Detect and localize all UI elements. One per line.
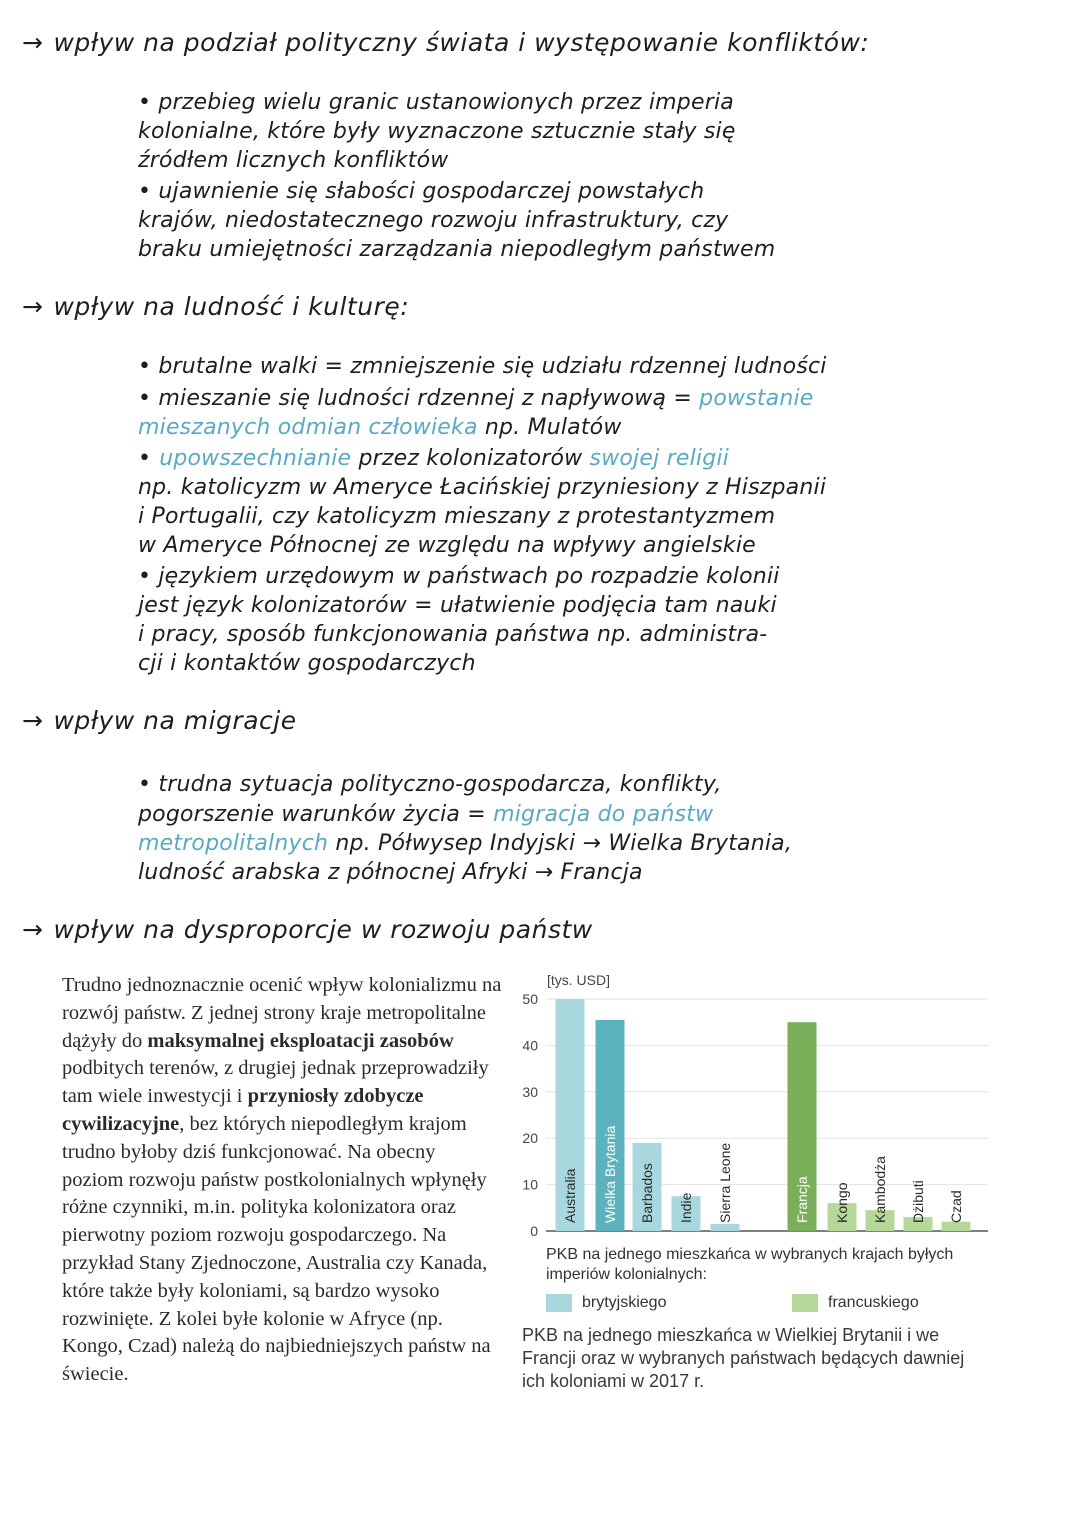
category-label: Indie [678, 1192, 694, 1223]
s3-line: • trudna sytuacja polityczno-gospodarcza, konflikty, [138, 772, 722, 797]
s3-line: pogorszenie warunków życia = migracja do państw [138, 802, 714, 827]
legend-swatch-british [546, 1294, 572, 1312]
category-label: Dżibuti [910, 1180, 926, 1223]
category-label: Wielka Brytania [602, 1125, 618, 1223]
s1-line: krajów, niedostatecznego rozwoju infrastruktury, czy [138, 208, 729, 233]
s1-line: źródłem licznych konfliktów [138, 148, 449, 173]
heading-disproportion: → wpływ na dysproporcje w rozwoju państw [22, 915, 593, 944]
s3-line: ludność arabska z północnej Afryki → Francja [138, 860, 643, 885]
textbook-paragraph: Trudno jednoznacznie ocenić wpływ kolonializmu na rozwój państw. Z jednej strony kraje metropolitalne dążyły do maksymalnej eksploatacji zasobów podbitych terenów, z drugiej jednak przeprowadziły tam wiele inwestycji i przyniosły zdobycze cywilizacyjne, bez których niepodległym krajom trudno byłoby dziś funkcjonować. Na obecny poziom rozwoju państw postkolonialnych wpłynęły różne czynniki, m.in. polityka kolonizatora oraz pierwotny poziom rozwoju gospodarczego. Na przykład Stany Zjednoczone, Australia czy Kanada, które także były koloniami, są bardzo wysoko rozwinięte. Z kolei byłe kolonie w Afryce (np. Kongo, Czad) należą do najbiedniejszych państw na świecie. [62, 974, 502, 1386]
heading-population-culture: → wpływ na ludność i kulturę: [22, 292, 410, 321]
s2-bullet-wars: • brutalne walki = zmniejszenie się udziału rdzennej ludności [138, 354, 827, 379]
heading-political-division: → wpływ na podział polityczny świata i występowanie konfliktów: [22, 28, 870, 57]
category-label: Czad [948, 1190, 964, 1223]
heading-migration: → wpływ na migracje [22, 706, 297, 735]
y-tick-label: 20 [522, 1130, 538, 1147]
category-label: Australia [562, 1168, 578, 1223]
arrow-icon: → [22, 28, 44, 57]
s2-mixing-cont: mieszanych odmian człowieka np. Mulatów [138, 415, 622, 440]
category-label: Barbados [639, 1163, 655, 1223]
category-label: Kongo [834, 1182, 850, 1223]
s2-line: jest język kolonizatorów = ułatwienie podjęcia tam nauki [138, 593, 777, 618]
s1-line: • przebieg wielu granic ustanowionych przez imperia [138, 90, 734, 115]
y-tick-label: 10 [522, 1176, 538, 1193]
legend-title: PKB na jednego mieszkańca w wybranych krajach byłych imperiów kolonialnych: [546, 1246, 954, 1283]
legend-swatch-french [792, 1294, 818, 1312]
s2-line: i pracy, sposób funkcjonowania państwa np. administra- [138, 622, 768, 647]
s2-line: cji i kontaktów gospodarczych [138, 651, 476, 676]
category-label: Kambodża [872, 1156, 888, 1223]
arrow-icon: → [22, 706, 44, 735]
y-tick-label: 40 [522, 1037, 538, 1054]
bar-sierra-leone [711, 1224, 740, 1231]
s2-bullet-religion: • upowszechnianie przez kolonizatorów swojej religii [138, 446, 729, 471]
legend-label-french: francuskiego [828, 1294, 919, 1311]
y-tick-label: 0 [530, 1223, 538, 1239]
y-tick-label: 30 [522, 1083, 538, 1100]
s2-line: w Ameryce Północnej ze względu na wpływy angielskie [138, 533, 756, 558]
y-tick-label: 50 [522, 991, 538, 1007]
s1-line: • ujawnienie się słabości gospodarczej powstałych [138, 179, 705, 204]
legend-label-british: brytyjskiego [582, 1294, 667, 1311]
category-label: Francja [794, 1176, 810, 1223]
s2-bullet-mixing: • mieszanie się ludności rdzennej z napływową = powstanie [138, 386, 814, 411]
s3-line: metropolitalnych np. Półwysep Indyjski → Wielka Brytania, [138, 831, 793, 856]
arrow-icon: → [22, 292, 44, 321]
s1-line: kolonialne, które były wyznaczone sztucznie stały się [138, 119, 736, 144]
chart-title: PKB na jednego mieszkańca w Wielkiej Brytanii i we Francji oraz w wybranych państwach będących dawniej ich koloniami w 2017 r. [522, 1325, 965, 1391]
category-label: Sierra Leone [717, 1142, 733, 1223]
s2-line: np. katolicyzm w Ameryce Łacińskiej przyniesiony z Hiszpanii [138, 475, 827, 500]
s2-line: i Portugalii, czy katolicyzm mieszany z protestantyzmem [138, 504, 776, 529]
gdp-bar-chart [510, 965, 1030, 1250]
arrow-icon: → [22, 915, 44, 944]
s1-line: braku umiejętności zarządzania niepodległym państwem [138, 237, 776, 262]
y-unit-label: [tys. USD] [547, 972, 611, 988]
s2-line: • językiem urzędowym w państwach po rozpadzie kolonii [138, 564, 780, 589]
